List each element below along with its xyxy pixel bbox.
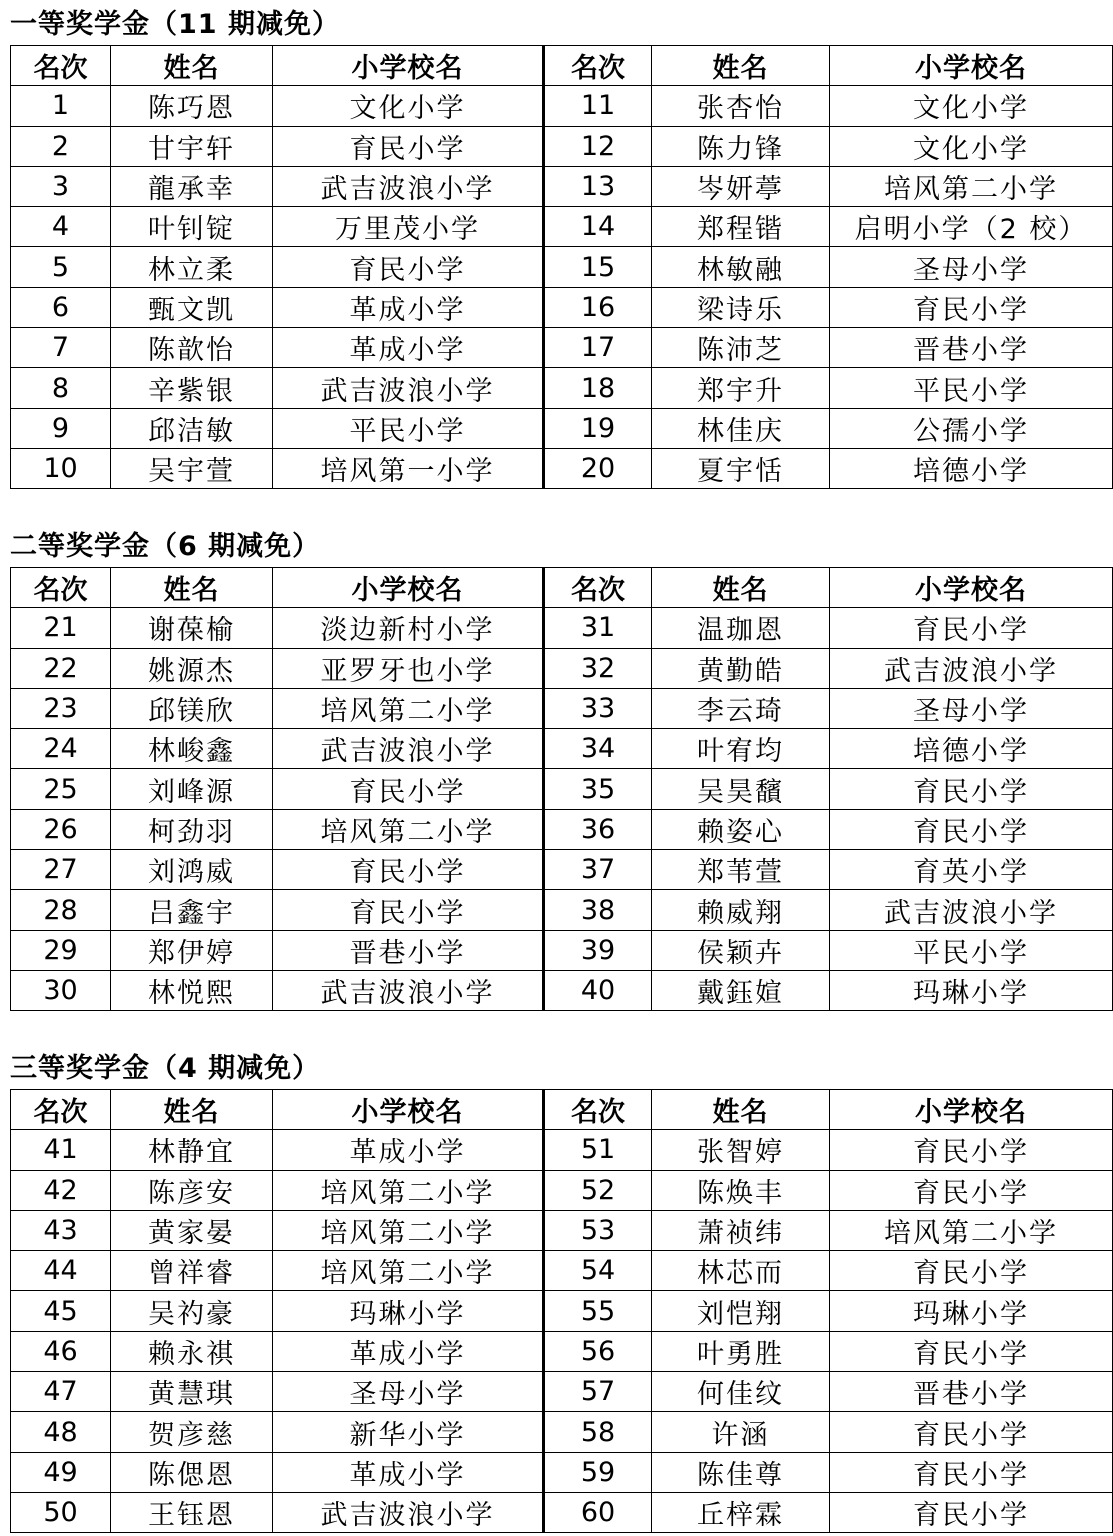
table-row (11, 970, 1113, 1010)
cell-rank: 11 (544, 86, 652, 126)
table-row (11, 809, 1113, 849)
cell-rank: 9 (11, 408, 111, 448)
cell-rank: 54 (544, 1251, 652, 1291)
column-header-school: 小学校名 (830, 46, 1113, 86)
cell-name: 林静宜 (111, 1130, 273, 1170)
cell-name: 林敏融 (652, 247, 830, 287)
cell-school: 武吉波浪小学 (273, 368, 544, 408)
cell-school: 武吉波浪小学 (830, 648, 1113, 688)
column-header-name: 姓名 (652, 46, 830, 86)
section-title: 二等奖学金（6 期减免） (10, 531, 321, 562)
cell-name: 辛紫银 (111, 368, 273, 408)
cell-name: 吴宇萱 (111, 448, 273, 488)
cell-school: 培风第二小学 (273, 1210, 544, 1250)
table-row (11, 368, 1113, 408)
cell-rank: 34 (544, 729, 652, 769)
cell-school: 革成小学 (273, 1452, 544, 1492)
cell-rank: 16 (544, 287, 652, 327)
cell-name: 萧祯纬 (652, 1210, 830, 1250)
cell-school: 育民小学 (273, 126, 544, 166)
section-title: 一等奖学金（11 期减免） (10, 9, 340, 40)
table-row (11, 1331, 1113, 1371)
award-table (10, 45, 1113, 489)
cell-school: 育民小学 (830, 287, 1113, 327)
cell-name: 林佳庆 (652, 408, 830, 448)
cell-school: 圣母小学 (830, 247, 1113, 287)
cell-rank: 6 (11, 287, 111, 327)
cell-school: 文化小学 (830, 126, 1113, 166)
cell-rank: 7 (11, 328, 111, 368)
cell-school: 晋巷小学 (830, 1372, 1113, 1412)
cell-rank: 3 (11, 166, 111, 206)
cell-name: 柯劲羽 (111, 809, 273, 849)
cell-school: 武吉波浪小学 (273, 1492, 544, 1532)
cell-school: 育民小学 (273, 247, 544, 287)
cell-school: 培德小学 (830, 448, 1113, 488)
column-header-rank: 名次 (11, 46, 111, 86)
table-row (11, 1372, 1113, 1412)
cell-school: 育民小学 (830, 1452, 1113, 1492)
cell-school: 培德小学 (830, 729, 1113, 769)
cell-rank: 42 (11, 1170, 111, 1210)
cell-school: 育民小学 (830, 809, 1113, 849)
cell-name: 赖姿心 (652, 809, 830, 849)
cell-name: 张智婷 (652, 1130, 830, 1170)
cell-rank: 20 (544, 448, 652, 488)
header-row (11, 568, 1113, 608)
column-header-school: 小学校名 (273, 1090, 544, 1130)
cell-name: 甘宇轩 (111, 126, 273, 166)
cell-rank: 55 (544, 1291, 652, 1331)
cell-school: 培风第二小学 (830, 166, 1113, 206)
table-row (11, 648, 1113, 688)
cell-name: 陈彦安 (111, 1170, 273, 1210)
table-row (11, 1412, 1113, 1452)
cell-school: 育民小学 (830, 1412, 1113, 1452)
cell-school: 晋巷小学 (273, 930, 544, 970)
cell-name: 林立柔 (111, 247, 273, 287)
cell-name: 郑程锴 (652, 207, 830, 247)
table-row (11, 930, 1113, 970)
table-row (11, 890, 1113, 930)
cell-rank: 2 (11, 126, 111, 166)
table-row (11, 1251, 1113, 1291)
cell-rank: 47 (11, 1372, 111, 1412)
cell-name: 郑苇萱 (652, 850, 830, 890)
cell-rank: 14 (544, 207, 652, 247)
cell-rank: 17 (544, 328, 652, 368)
cell-name: 赖永祺 (111, 1331, 273, 1371)
cell-rank: 60 (544, 1492, 652, 1532)
cell-rank: 48 (11, 1412, 111, 1452)
cell-rank: 56 (544, 1331, 652, 1371)
cell-school: 革成小学 (273, 287, 544, 327)
cell-rank: 38 (544, 890, 652, 930)
cell-name: 陈歆怡 (111, 328, 273, 368)
cell-rank: 4 (11, 207, 111, 247)
table-row (11, 86, 1113, 126)
column-header-rank: 名次 (544, 46, 652, 86)
cell-school: 育民小学 (830, 1492, 1113, 1532)
cell-name: 刘鸿威 (111, 850, 273, 890)
cell-school: 培风第一小学 (273, 448, 544, 488)
column-header-rank: 名次 (544, 1090, 652, 1130)
table-row (11, 729, 1113, 769)
cell-school: 革成小学 (273, 328, 544, 368)
cell-name: 陈力锋 (652, 126, 830, 166)
column-header-school: 小学校名 (273, 46, 544, 86)
cell-name: 郑伊婷 (111, 930, 273, 970)
cell-name: 叶钊锭 (111, 207, 273, 247)
cell-rank: 5 (11, 247, 111, 287)
cell-name: 刘恺翔 (652, 1291, 830, 1331)
cell-name: 郑宇升 (652, 368, 830, 408)
cell-name: 黄家晏 (111, 1210, 273, 1250)
cell-rank: 28 (11, 890, 111, 930)
cell-name: 林悦熙 (111, 970, 273, 1010)
cell-school: 圣母小学 (830, 688, 1113, 728)
table-row (11, 166, 1113, 206)
cell-rank: 8 (11, 368, 111, 408)
cell-school: 晋巷小学 (830, 328, 1113, 368)
header-row (11, 46, 1113, 86)
column-header-name: 姓名 (111, 46, 273, 86)
table-row (11, 688, 1113, 728)
table-row (11, 608, 1113, 648)
column-header-name: 姓名 (652, 1090, 830, 1130)
cell-school: 育英小学 (830, 850, 1113, 890)
award-table (10, 1089, 1113, 1533)
cell-name: 黄勤皓 (652, 648, 830, 688)
cell-rank: 26 (11, 809, 111, 849)
cell-school: 武吉波浪小学 (830, 890, 1113, 930)
cell-rank: 52 (544, 1170, 652, 1210)
table-row (11, 207, 1113, 247)
cell-rank: 18 (544, 368, 652, 408)
table-row (11, 448, 1113, 488)
cell-school: 育民小学 (830, 769, 1113, 809)
cell-rank: 12 (544, 126, 652, 166)
cell-school: 圣母小学 (273, 1372, 544, 1412)
cell-name: 吕鑫宇 (111, 890, 273, 930)
cell-rank: 15 (544, 247, 652, 287)
table-row (11, 1492, 1113, 1532)
cell-school: 育民小学 (830, 1130, 1113, 1170)
cell-name: 岑妍葶 (652, 166, 830, 206)
award-section (10, 1047, 1112, 1533)
cell-name: 姚源杰 (111, 648, 273, 688)
column-header-school: 小学校名 (273, 568, 544, 608)
cell-name: 刘峰源 (111, 769, 273, 809)
cell-rank: 21 (11, 608, 111, 648)
cell-school: 培风第二小学 (273, 809, 544, 849)
cell-name: 夏宇恬 (652, 448, 830, 488)
column-header-name: 姓名 (652, 568, 830, 608)
cell-rank: 30 (11, 970, 111, 1010)
cell-school: 革成小学 (273, 1331, 544, 1371)
cell-name: 陈沛芝 (652, 328, 830, 368)
cell-rank: 41 (11, 1130, 111, 1170)
cell-rank: 32 (544, 648, 652, 688)
cell-name: 林芯而 (652, 1251, 830, 1291)
cell-name: 丘梓霖 (652, 1492, 830, 1532)
cell-rank: 10 (11, 448, 111, 488)
cell-name: 陈巧恩 (111, 86, 273, 126)
cell-name: 吴礿豪 (111, 1291, 273, 1331)
cell-name: 何佳纹 (652, 1372, 830, 1412)
table-row (11, 850, 1113, 890)
column-header-school: 小学校名 (830, 1090, 1113, 1130)
table-row (11, 1452, 1113, 1492)
cell-school: 培风第二小学 (830, 1210, 1113, 1250)
cell-rank: 40 (544, 970, 652, 1010)
cell-rank: 44 (11, 1251, 111, 1291)
column-header-name: 姓名 (111, 1090, 273, 1130)
cell-rank: 22 (11, 648, 111, 688)
table-row (11, 126, 1113, 166)
cell-school: 育民小学 (273, 890, 544, 930)
header-row (11, 1090, 1113, 1130)
cell-rank: 57 (544, 1372, 652, 1412)
cell-rank: 51 (544, 1130, 652, 1170)
cell-rank: 37 (544, 850, 652, 890)
award-section (10, 525, 1112, 1011)
cell-rank: 50 (11, 1492, 111, 1532)
column-header-school: 小学校名 (830, 568, 1113, 608)
cell-rank: 31 (544, 608, 652, 648)
table-row (11, 1291, 1113, 1331)
cell-rank: 53 (544, 1210, 652, 1250)
cell-school: 育民小学 (830, 1331, 1113, 1371)
cell-rank: 1 (11, 86, 111, 126)
cell-school: 平民小学 (830, 368, 1113, 408)
cell-name: 叶宥均 (652, 729, 830, 769)
cell-rank: 39 (544, 930, 652, 970)
cell-school: 新华小学 (273, 1412, 544, 1452)
cell-name: 温珈恩 (652, 608, 830, 648)
cell-school: 文化小学 (830, 86, 1113, 126)
cell-school: 培风第二小学 (273, 1251, 544, 1291)
cell-rank: 46 (11, 1331, 111, 1371)
cell-name: 叶勇胜 (652, 1331, 830, 1371)
cell-name: 曾祥睿 (111, 1251, 273, 1291)
cell-school: 玛琳小学 (830, 970, 1113, 1010)
cell-name: 陈焕丰 (652, 1170, 830, 1210)
cell-school: 平民小学 (830, 930, 1113, 970)
cell-name: 邱镁欣 (111, 688, 273, 728)
cell-school: 公孺小学 (830, 408, 1113, 448)
cell-rank: 45 (11, 1291, 111, 1331)
cell-name: 贺彦慈 (111, 1412, 273, 1452)
cell-name: 张杏怡 (652, 86, 830, 126)
cell-name: 黄慧琪 (111, 1372, 273, 1412)
table-row (11, 328, 1113, 368)
table-row (11, 287, 1113, 327)
table-row (11, 408, 1113, 448)
cell-school: 育民小学 (830, 1251, 1113, 1291)
cell-name: 陈佳尊 (652, 1452, 830, 1492)
cell-name: 陈偲恩 (111, 1452, 273, 1492)
cell-name: 梁诗乐 (652, 287, 830, 327)
cell-school: 武吉波浪小学 (273, 970, 544, 1010)
cell-school: 文化小学 (273, 86, 544, 126)
table-row (11, 1130, 1113, 1170)
cell-name: 邱洁敏 (111, 408, 273, 448)
cell-rank: 49 (11, 1452, 111, 1492)
cell-rank: 19 (544, 408, 652, 448)
column-header-rank: 名次 (544, 568, 652, 608)
cell-school: 培风第二小学 (273, 1170, 544, 1210)
cell-school: 玛琳小学 (830, 1291, 1113, 1331)
cell-school: 革成小学 (273, 1130, 544, 1170)
cell-school: 玛琳小学 (273, 1291, 544, 1331)
table-row (11, 769, 1113, 809)
table-row (11, 247, 1113, 287)
cell-name: 林峻鑫 (111, 729, 273, 769)
cell-rank: 59 (544, 1452, 652, 1492)
award-table (10, 567, 1113, 1011)
cell-name: 赖威翔 (652, 890, 830, 930)
cell-school: 淡边新村小学 (273, 608, 544, 648)
cell-rank: 13 (544, 166, 652, 206)
cell-name: 李云琦 (652, 688, 830, 728)
cell-school: 武吉波浪小学 (273, 729, 544, 769)
cell-name: 侯颖卉 (652, 930, 830, 970)
cell-rank: 58 (544, 1412, 652, 1452)
cell-school: 育民小学 (830, 608, 1113, 648)
cell-name: 谢葆榆 (111, 608, 273, 648)
cell-rank: 29 (11, 930, 111, 970)
cell-school: 育民小学 (273, 769, 544, 809)
cell-school: 武吉波浪小学 (273, 166, 544, 206)
cell-name: 龍承幸 (111, 166, 273, 206)
cell-name: 戴鈺媗 (652, 970, 830, 1010)
table-row (11, 1210, 1113, 1250)
cell-school: 培风第二小学 (273, 688, 544, 728)
award-section (10, 3, 1112, 489)
cell-name: 许涵 (652, 1412, 830, 1452)
cell-rank: 23 (11, 688, 111, 728)
cell-rank: 35 (544, 769, 652, 809)
cell-name: 吴昊馪 (652, 769, 830, 809)
section-title: 三等奖学金（4 期减免） (10, 1053, 321, 1084)
cell-rank: 24 (11, 729, 111, 769)
cell-name: 王钰恩 (111, 1492, 273, 1532)
cell-rank: 33 (544, 688, 652, 728)
cell-rank: 43 (11, 1210, 111, 1250)
cell-school: 启明小学（2 校） (830, 207, 1113, 247)
cell-school: 平民小学 (273, 408, 544, 448)
cell-rank: 27 (11, 850, 111, 890)
cell-school: 亚罗牙也小学 (273, 648, 544, 688)
column-header-name: 姓名 (111, 568, 273, 608)
table-row (11, 1170, 1113, 1210)
cell-rank: 36 (544, 809, 652, 849)
column-header-rank: 名次 (11, 1090, 111, 1130)
cell-school: 育民小学 (830, 1170, 1113, 1210)
cell-rank: 25 (11, 769, 111, 809)
cell-school: 万里茂小学 (273, 207, 544, 247)
cell-school: 育民小学 (273, 850, 544, 890)
cell-name: 甄文凯 (111, 287, 273, 327)
column-header-rank: 名次 (11, 568, 111, 608)
